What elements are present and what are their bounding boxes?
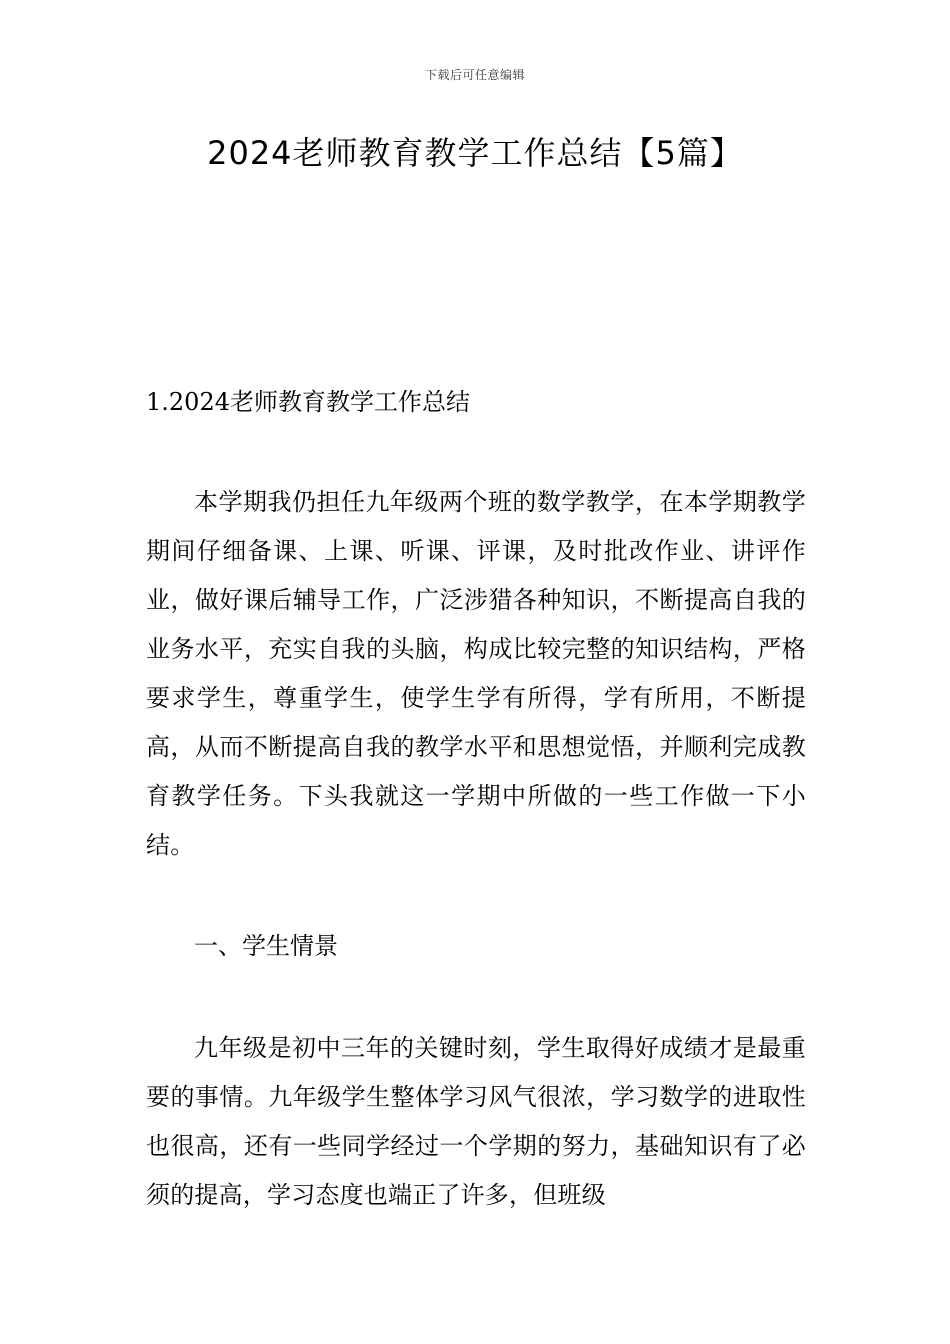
paragraph-intro: 本学期我仍担任九年级两个班的数学教学，在本学期教学期间仔细备课、上课、听课、评课，及时批改作业、讲评作业，做好课后辅导工作，广泛涉猎各种知识，不断提高自我的业务水平，充实自我的头脑，构成比较完整的知识结构，严格要求学生，尊重学生，使学生学有所得，学有所用，不断提高，从而不断提高自我的教学水平和思想觉悟，并顺利完成教育教学任务。下头我就这一学期中所做的一些工作做一下小结。 (146, 488, 806, 859)
subheading-student-situation: 一、学生情景 (194, 932, 338, 960)
section-heading: 1.2024老师教育教学工作总结 (146, 388, 470, 416)
paragraph-student-situation: 九年级是初中三年的关键时刻，学生取得好成绩才是最重要的事情。九年级学生整体学习风气很浓，学习数学的进取性也很高，还有一些同学经过一个学期的努力，基础知识有了必须的提高，学习态度也端正了许多，但班级 (146, 1034, 806, 1209)
header-note: 下载后可任意编辑 (424, 68, 525, 82)
document-title: 2024老师教育教学工作总结【5篇】 (207, 134, 743, 172)
